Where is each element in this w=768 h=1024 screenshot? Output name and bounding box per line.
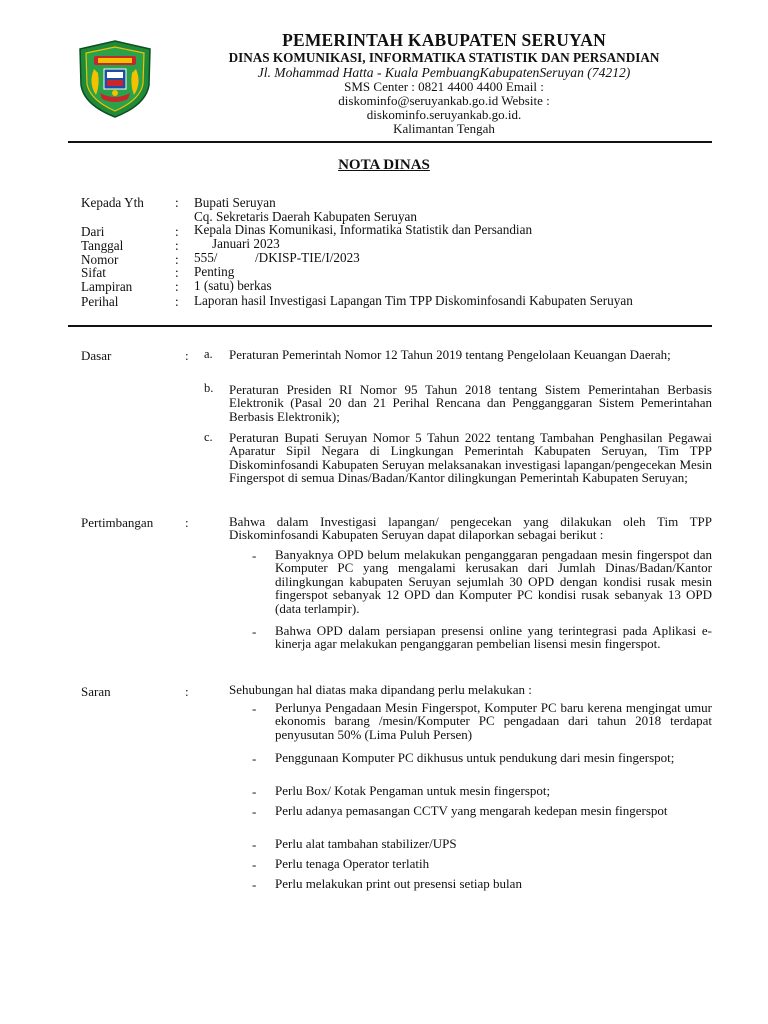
- saran-bullet-2: Penggunaan Komputer PC dikhusus untuk pendukung dari mesin fingerspot;: [275, 750, 675, 765]
- kepada-value: Bupati Seruyan: [194, 195, 276, 210]
- dasar-label: Dasar: [81, 348, 112, 363]
- lampiran-value: 1 (satu) berkas: [194, 278, 272, 293]
- tanggal-value: Januari 2023: [212, 236, 280, 251]
- nomor-suffix: /DKISP-TIE/I/2023: [255, 250, 360, 265]
- saran-bullet-4: Perlu adanya pemasangan CCTV yang mengarah kedepan mesin fingerspot: [275, 803, 668, 818]
- saran-bullet-1: Perlunya Pengadaan Mesin Fingerspot, Komputer PC baru kerena mengingat umur ekonomis barang /mesin/Komputer PC pengadaan dari tahun 2018 terdapat penyusutan 50% (Lima Puluh Persen): [275, 700, 712, 742]
- pertimbangan-bullet-2-marker: -: [252, 624, 257, 639]
- letterhead-department: DINAS KOMUNIKASI, INFORMATIKA STATISTIK DAN PERSANDIAN: [228, 50, 660, 65]
- nomor-prefix: 555/: [194, 250, 218, 265]
- perihal-value: Laporan hasil Investigasi Lapangan Tim TPP Diskominfosandi Kabupaten Seruyan: [194, 293, 633, 308]
- saran-intro: Sehubungan hal diatas maka dipandang perlu melakukan :: [229, 682, 532, 697]
- tanggal-colon: :: [175, 238, 179, 253]
- header-divider: [68, 325, 712, 327]
- nomor-colon: :: [175, 252, 179, 267]
- letterhead-website: diskominfo.seruyankab.go.id.: [366, 107, 522, 122]
- perihal-colon: :: [175, 294, 179, 309]
- saran-bullet-7-marker: -: [252, 877, 257, 892]
- saran-bullet-5-marker: -: [252, 837, 257, 852]
- letterhead-divider: [68, 141, 712, 143]
- saran-bullet-3: Perlu Box/ Kotak Pengaman untuk mesin fingerspot;: [275, 783, 551, 798]
- saran-bullet-5: Perlu alat tambahan stabilizer/UPS: [275, 836, 457, 851]
- kepada-label: Kepada Yth: [81, 195, 144, 210]
- saran-bullet-3-marker: -: [252, 784, 257, 799]
- dasar-item-a: Peraturan Pemerintah Nomor 12 Tahun 2019 tentang Pengelolaan Keuangan Daerah;: [229, 347, 671, 362]
- nomor-label: Nomor: [81, 252, 119, 267]
- dari-colon: :: [175, 224, 179, 239]
- letterhead-sms: SMS Center : 0821 4400 4400 Email :: [344, 79, 544, 94]
- dasar-marker-c: c.: [204, 430, 213, 444]
- letterhead-address: Jl. Mohammad Hatta - Kuala PembuangKabupatenSeruyan (74212): [257, 65, 631, 80]
- pertimbangan-label: Pertimbangan: [81, 515, 154, 530]
- perihal-label: Perihal: [81, 294, 119, 309]
- kepada-colon: :: [175, 195, 179, 210]
- lampiran-colon: :: [175, 279, 179, 294]
- saran-bullet-6: Perlu tenaga Operator terlatih: [275, 856, 430, 871]
- pertimbangan-bullet-2: Bahwa OPD dalam persiapan presensi online yang terintegrasi pada Aplikasi e-kinerja agar melakukan penganggaran pembelian lisensi mesin fingerspot.: [275, 623, 712, 652]
- lampiran-label: Lampiran: [81, 279, 133, 294]
- dasar-item-b: Peraturan Presiden RI Nomor 95 Tahun 2018 tentang Sistem Pemerintahan Berbasis Elektronik (Pasal 20 dan 21 Perihal Rencana dan Pengganggaran Sistem Pemerintahan Berbasis Elektronik);: [229, 382, 712, 424]
- dasar-marker-b: b.: [204, 381, 214, 395]
- letterhead-government: PEMERINTAH KABUPATEN SERUYAN: [282, 30, 606, 50]
- letterhead-email: diskominfo@seruyankab.go.id Website :: [338, 93, 550, 108]
- kepada-cq: Cq. Sekretaris Daerah Kabupaten Seruyan: [194, 209, 418, 224]
- dari-value: Kepala Dinas Komunikasi, Informatika Statistik dan Persandian: [194, 222, 533, 237]
- dasar-marker-a: a.: [204, 347, 213, 361]
- dasar-colon: :: [185, 348, 189, 363]
- saran-label: Saran: [81, 684, 111, 699]
- tanggal-label: Tanggal: [81, 238, 124, 253]
- pertimbangan-colon: :: [185, 515, 189, 530]
- saran-bullet-6-marker: -: [252, 857, 257, 872]
- document-title-text: NOTA DINAS: [338, 157, 430, 173]
- saran-bullet-7: Perlu melakukan print out presensi setiap bulan: [275, 876, 522, 891]
- saran-bullet-4-marker: -: [252, 804, 257, 819]
- dasar-item-c: Peraturan Bupati Seruyan Nomor 5 Tahun 2022 tentang Tambahan Penghasilan Pegawai Aparatur Sipil Negara di Lingkungan Pemerintah Kabupaten Seruyan, Tim TPP Diskominfosandi Kabupaten Seruyan melaksanakan investigasi lapangan/pengecekan Mesin Fingerspot di semua Dinas/Badan/Kantor dilingkungan Pemerintah Kabupaten Seruyan;: [229, 430, 712, 486]
- sifat-colon: :: [175, 265, 179, 280]
- saran-bullet-2-marker: -: [252, 751, 257, 766]
- seruyan-regency-coat-of-arms-icon: [76, 39, 154, 119]
- saran-colon: :: [185, 684, 189, 699]
- dari-label: Dari: [81, 224, 105, 239]
- document-title: [0, 157, 768, 174]
- pertimbangan-bullet-1: Banyaknya OPD belum melakukan penganggaran pengadaan mesin fingerspot dan Komputer PC yang mengalami kerusakan dari Jumlah Dinas/Badan/Kantor dilingkungan kabupaten Seruyan sejumlah 30 OPD dengan kondisi rusak mesin fingerspot sebanyak 12 OPD dan Komputer PC kondisi rusak sebanyak 13 OPD (data terlampir).: [275, 547, 712, 616]
- pertimbangan-intro: Bahwa dalam Investigasi lapangan/ pengecekan yang dilakukan oleh Tim TPP Diskominfosandi Kabupaten Seruyan dapat dilaporkan sebagai berikut :: [229, 514, 712, 543]
- letterhead-region: Kalimantan Tengah: [393, 121, 495, 136]
- saran-bullet-1-marker: -: [252, 701, 257, 716]
- pertimbangan-bullet-1-marker: -: [252, 548, 257, 563]
- sifat-value: Penting: [194, 264, 235, 279]
- sifat-label: Sifat: [81, 265, 106, 280]
